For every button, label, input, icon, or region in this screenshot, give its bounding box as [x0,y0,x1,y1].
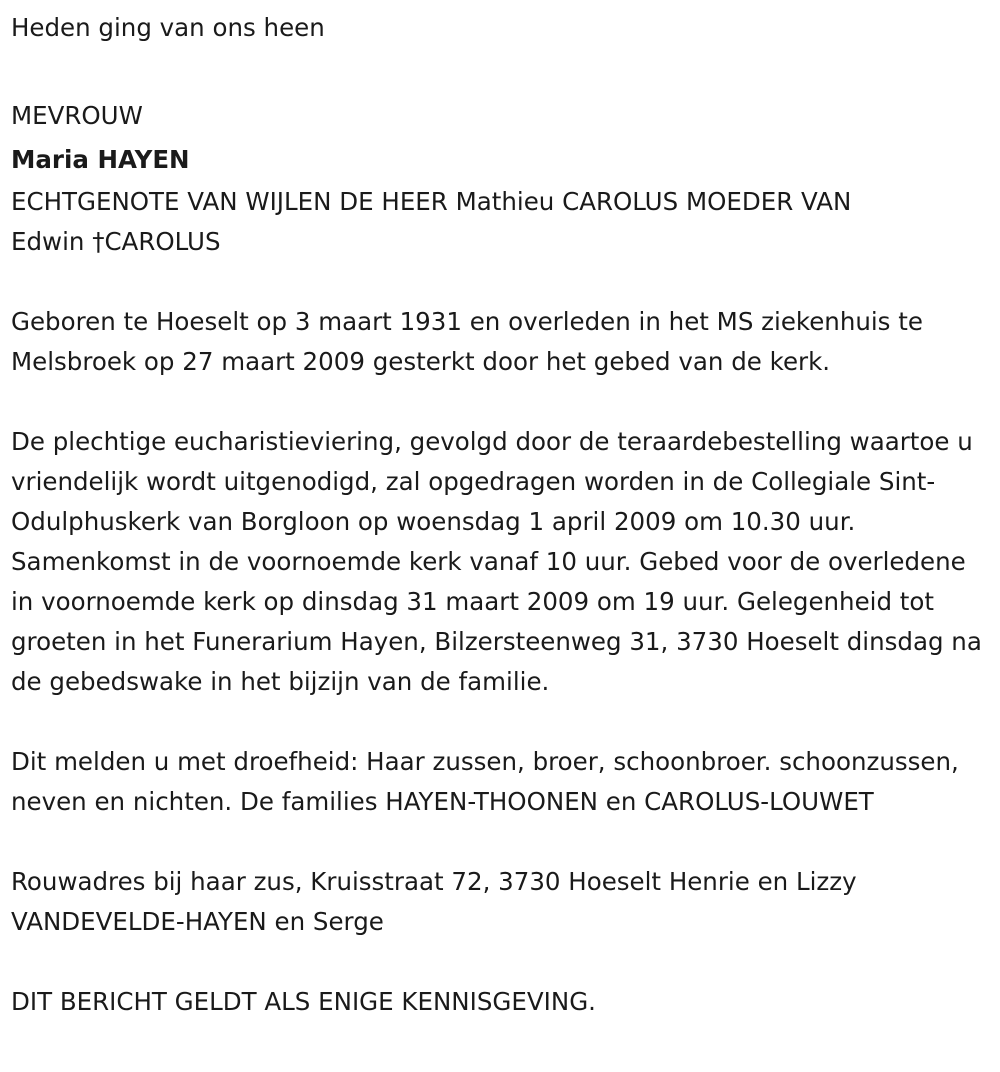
spacer [11,942,993,982]
spacer [11,382,993,422]
family-paragraph: Dit melden u met droefheid: Haar zussen, broer, schoonbroer. schoonzussen, neven en nichten. De families HAYEN-THOONEN en CAROLUS-LOUWET [11,747,959,816]
spacer [11,702,993,742]
spacer [11,48,993,88]
child-first-name: Edwin [11,227,93,256]
relations-paragraph [11,182,993,262]
birth-death-paragraph: Geboren te Hoeselt op 3 maart 1931 en overleden in het MS ziekenhuis te Melsbroek op 27 maart 2009 gesterkt door het gebed van de kerk. [11,307,923,376]
intro-line: Heden ging van ons heen [11,13,325,42]
cross-icon: † [92,227,105,256]
closing-line: DIT BERICHT GELDT ALS ENIGE KENNISGEVING. [11,987,596,1016]
ceremony-paragraph: De plechtige eucharistieviering, gevolgd door de teraardebestelling waartoe u vriendelijk wordt uitgenodigd, zal opgedragen worden in de Collegiale Sint-Odulphuskerk van Borgloon op woensdag 1 april 2009 om 10.30 uur. Samenkomst in de voornoemde kerk vanaf 10 uur. Gebed voor de overledene in voornoemde kerk op dinsdag 31 maart 2009 om 19 uur. Gelegenheid tot groeten in het Funerarium Hayen, Bilzersteenweg 31, 3730 Hoeselt dinsdag na de gebedswake in het bijzijn van de familie. [11,427,982,696]
spacer [11,262,993,302]
honorific-title: MEVROUW [11,101,143,130]
death-notice [11,8,993,1022]
address-paragraph: Rouwadres bij haar zus, Kruisstraat 72, 3730 Hoeselt Henrie en Lizzy VANDEVELDE-HAYEN en Serge [11,867,857,936]
deceased-name: Maria HAYEN [11,145,190,174]
child-last-name: CAROLUS [104,227,221,256]
spacer [11,822,993,862]
spouse-line: ECHTGENOTE VAN WIJLEN DE HEER Mathieu CAROLUS MOEDER VAN [11,187,852,216]
